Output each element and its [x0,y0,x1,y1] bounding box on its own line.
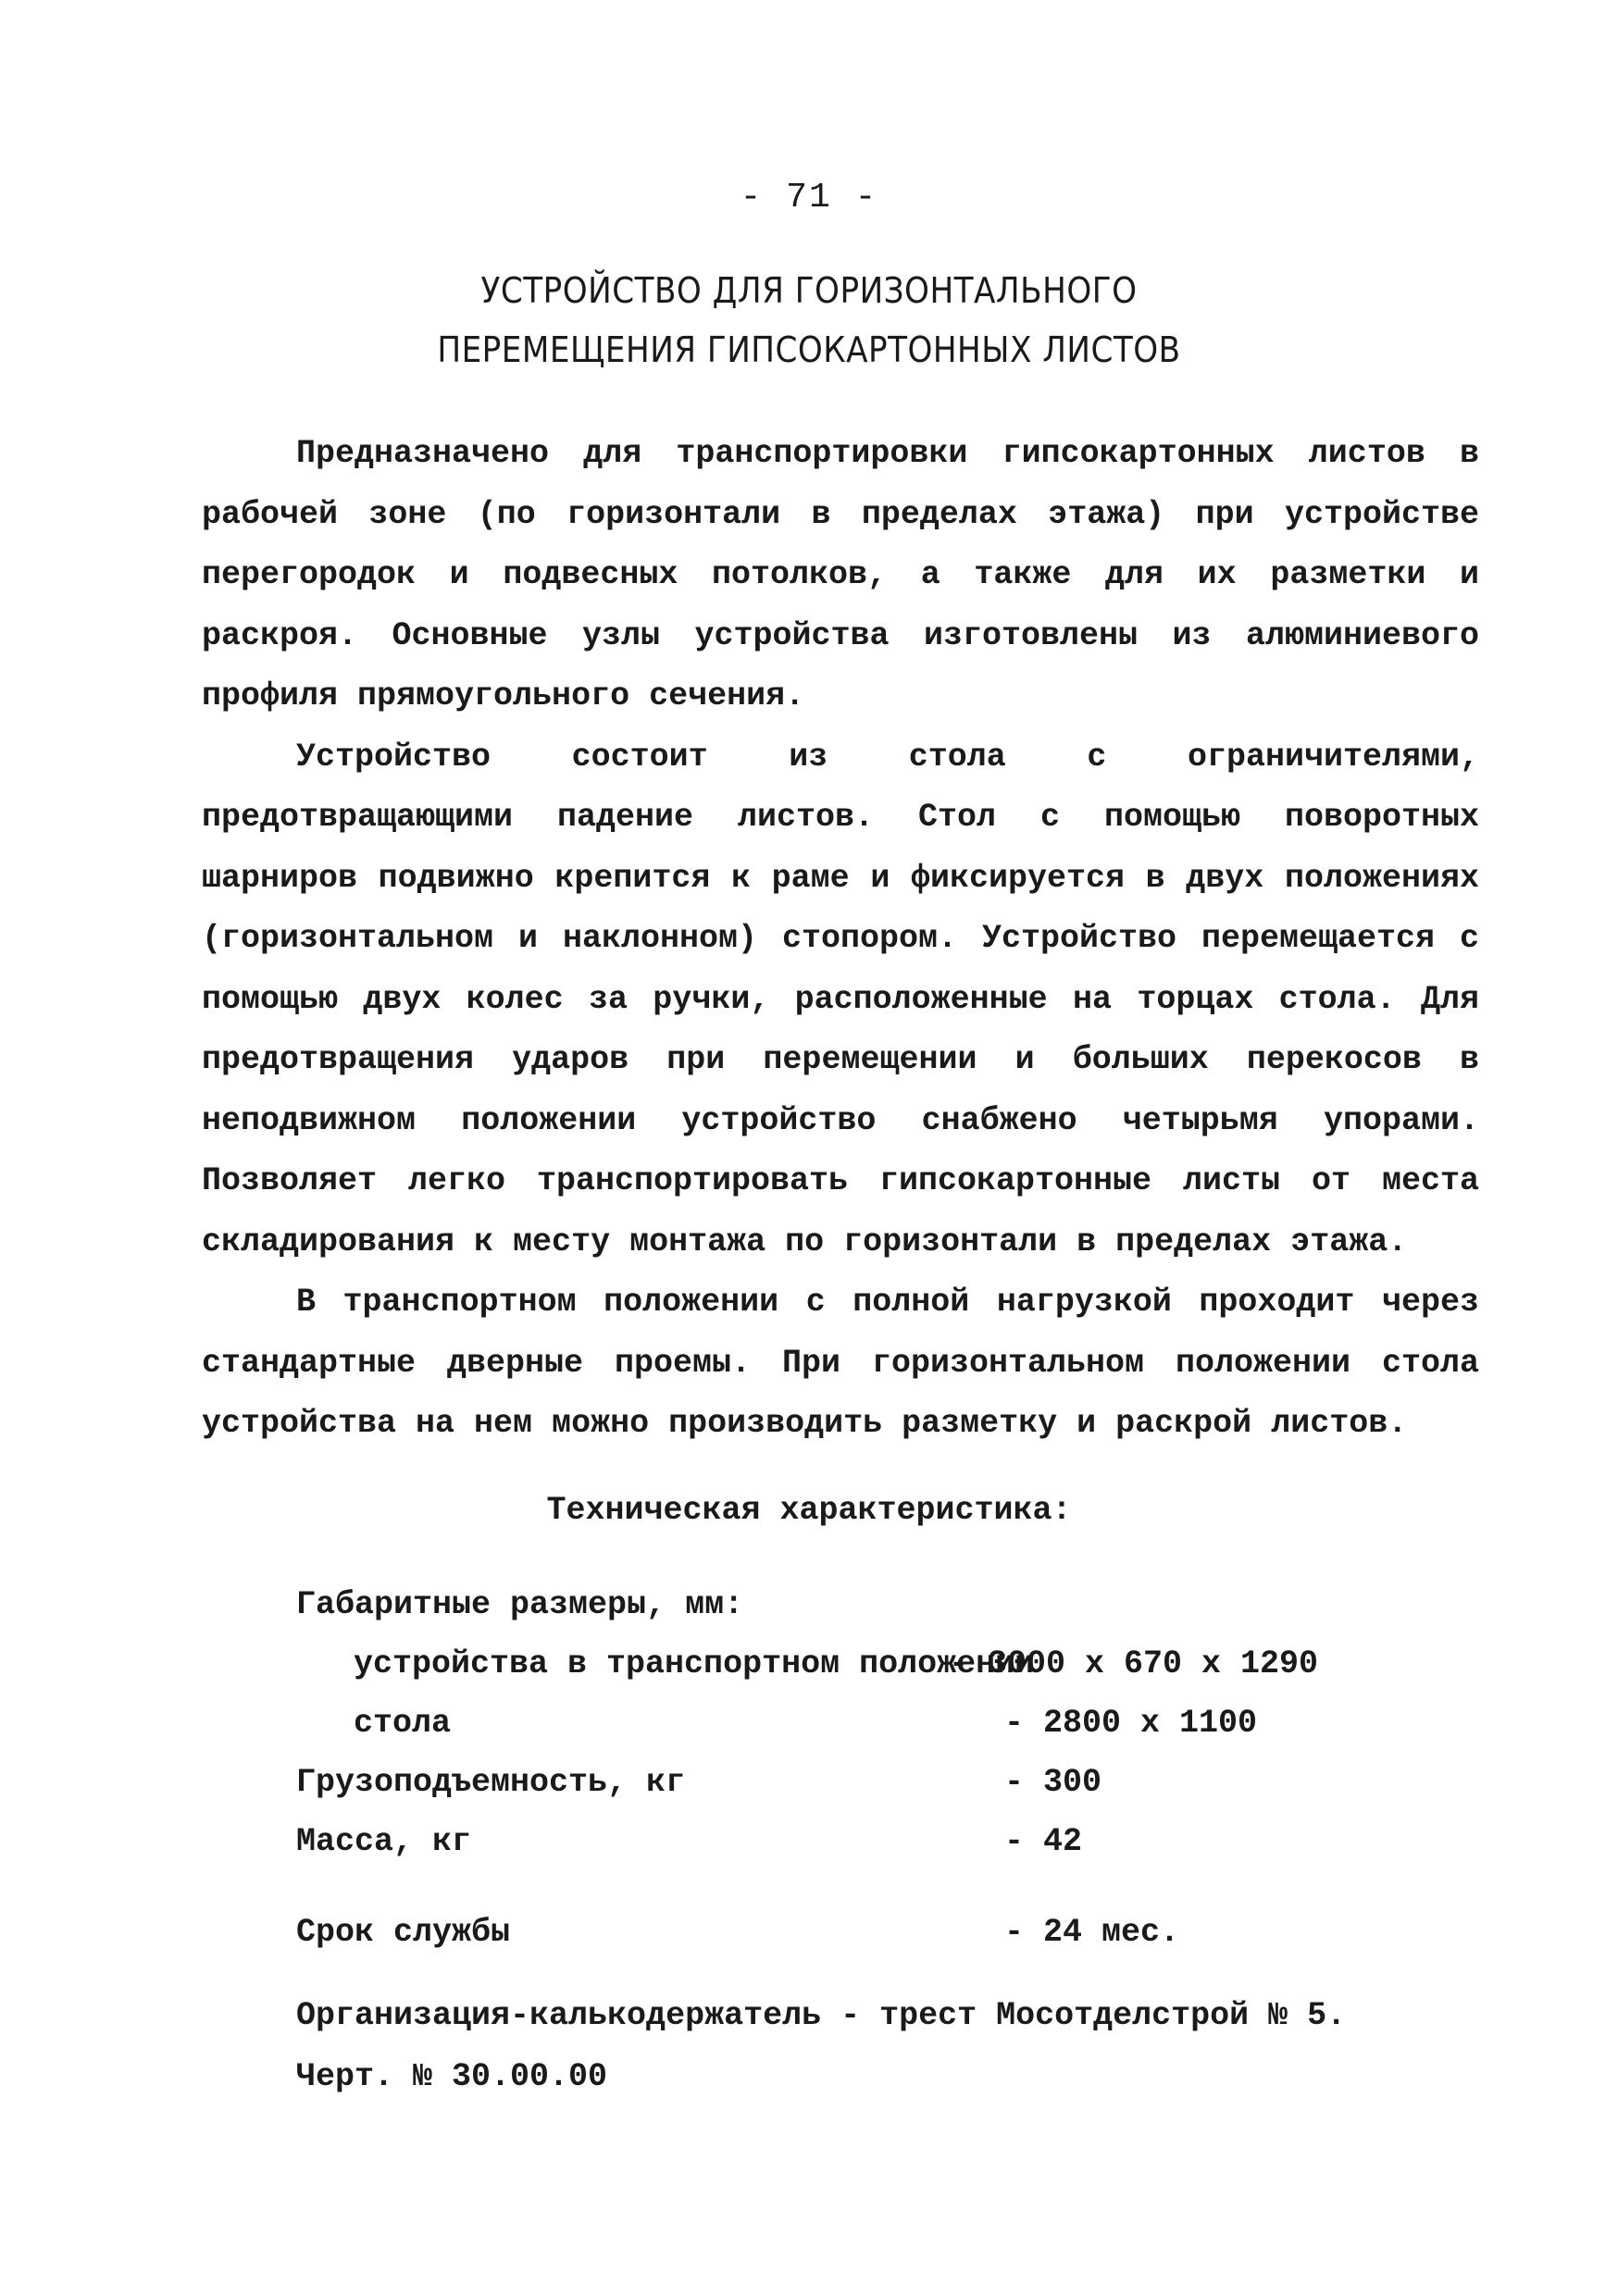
spec-row-mass [296,1812,1407,1871]
spec-value: - 42 [1004,1823,1083,1860]
spec-row-service [296,1903,1407,1962]
spec-value: - 2800 x 1100 [1004,1705,1258,1742]
page-number: - 71 - [740,178,878,217]
spec-label: Срок службы [296,1914,511,1951]
document-title [0,261,1618,379]
spec-value: - 300 [1004,1764,1102,1801]
title-line-1: УСТРОЙСТВО ДЛЯ ГОРИЗОНТАЛЬНОГО [480,270,1138,311]
paragraph-design: Устройство состоит из стола с ограничителями, предотвращающими падение листов. Стол с помощью поворотных шарниров подвижно крепится к раме и фиксируется в двух положениях (горизонтальном и наклонном) стопором. Устройство перемещается с помощью двух колес за ручки, расположенные на торцах стола. Для предотвращения ударов при перемещении и больших перекосов в неподвижном положении устройство снабжено четырьмя упорами. Позволяет легко транспортировать гипсокартонные листы от места складирования к месту монтажа по горизонтали в пределах этажа. [202,738,1479,1260]
body-text [202,424,1479,1455]
spec-label: устройства в транспортном положении [354,1645,1035,1682]
drawing-number: Черт. № 30.00.00 [296,2058,608,2095]
organization-line: Организация-калькодержатель - трест Мосотделстрой № 5. [296,1997,1347,2034]
spec-label: стола [354,1705,452,1742]
spec-label: Масса, кг [296,1823,472,1860]
paragraph-transport: В транспортном положении с полной нагрузкой проходит через стандартные дверные проемы. При горизонтальном положении стола устройства на нем можно производить разметку и раскрой листов. [202,1284,1479,1442]
title-line-2: ПЕРЕМЕЩЕНИЯ ГИПСОКАРТОННЫХ ЛИСТОВ [437,329,1181,370]
spec-value: - 24 мес. [1004,1914,1180,1951]
document-footer [296,1985,1346,2107]
spec-label: Габаритные размеры, мм: [296,1586,744,1623]
spec-spacer [296,1871,1407,1903]
spec-row-transport [296,1634,1407,1694]
spec-label: Грузоподъемность, кг [296,1764,686,1801]
paragraph-purpose: Предназначено для транспортировки гипсокартонных листов в рабочей зоне (по горизонтали в пределах этажа) при устройстве перегородок и подвесных потолков, а также для их разметки и раскроя. Основные узлы устройства изготовлены из алюминиевого профиля прямоугольного сечения. [202,435,1479,714]
spec-value: - 3000 x 670 x 1290 [949,1645,1319,1682]
spec-row-dimensions [296,1575,1407,1634]
spec-row-capacity [296,1753,1407,1812]
spec-list [296,1575,1407,1962]
spec-heading: Техническая характеристика: [546,1492,1072,1529]
spec-row-table [296,1694,1407,1753]
